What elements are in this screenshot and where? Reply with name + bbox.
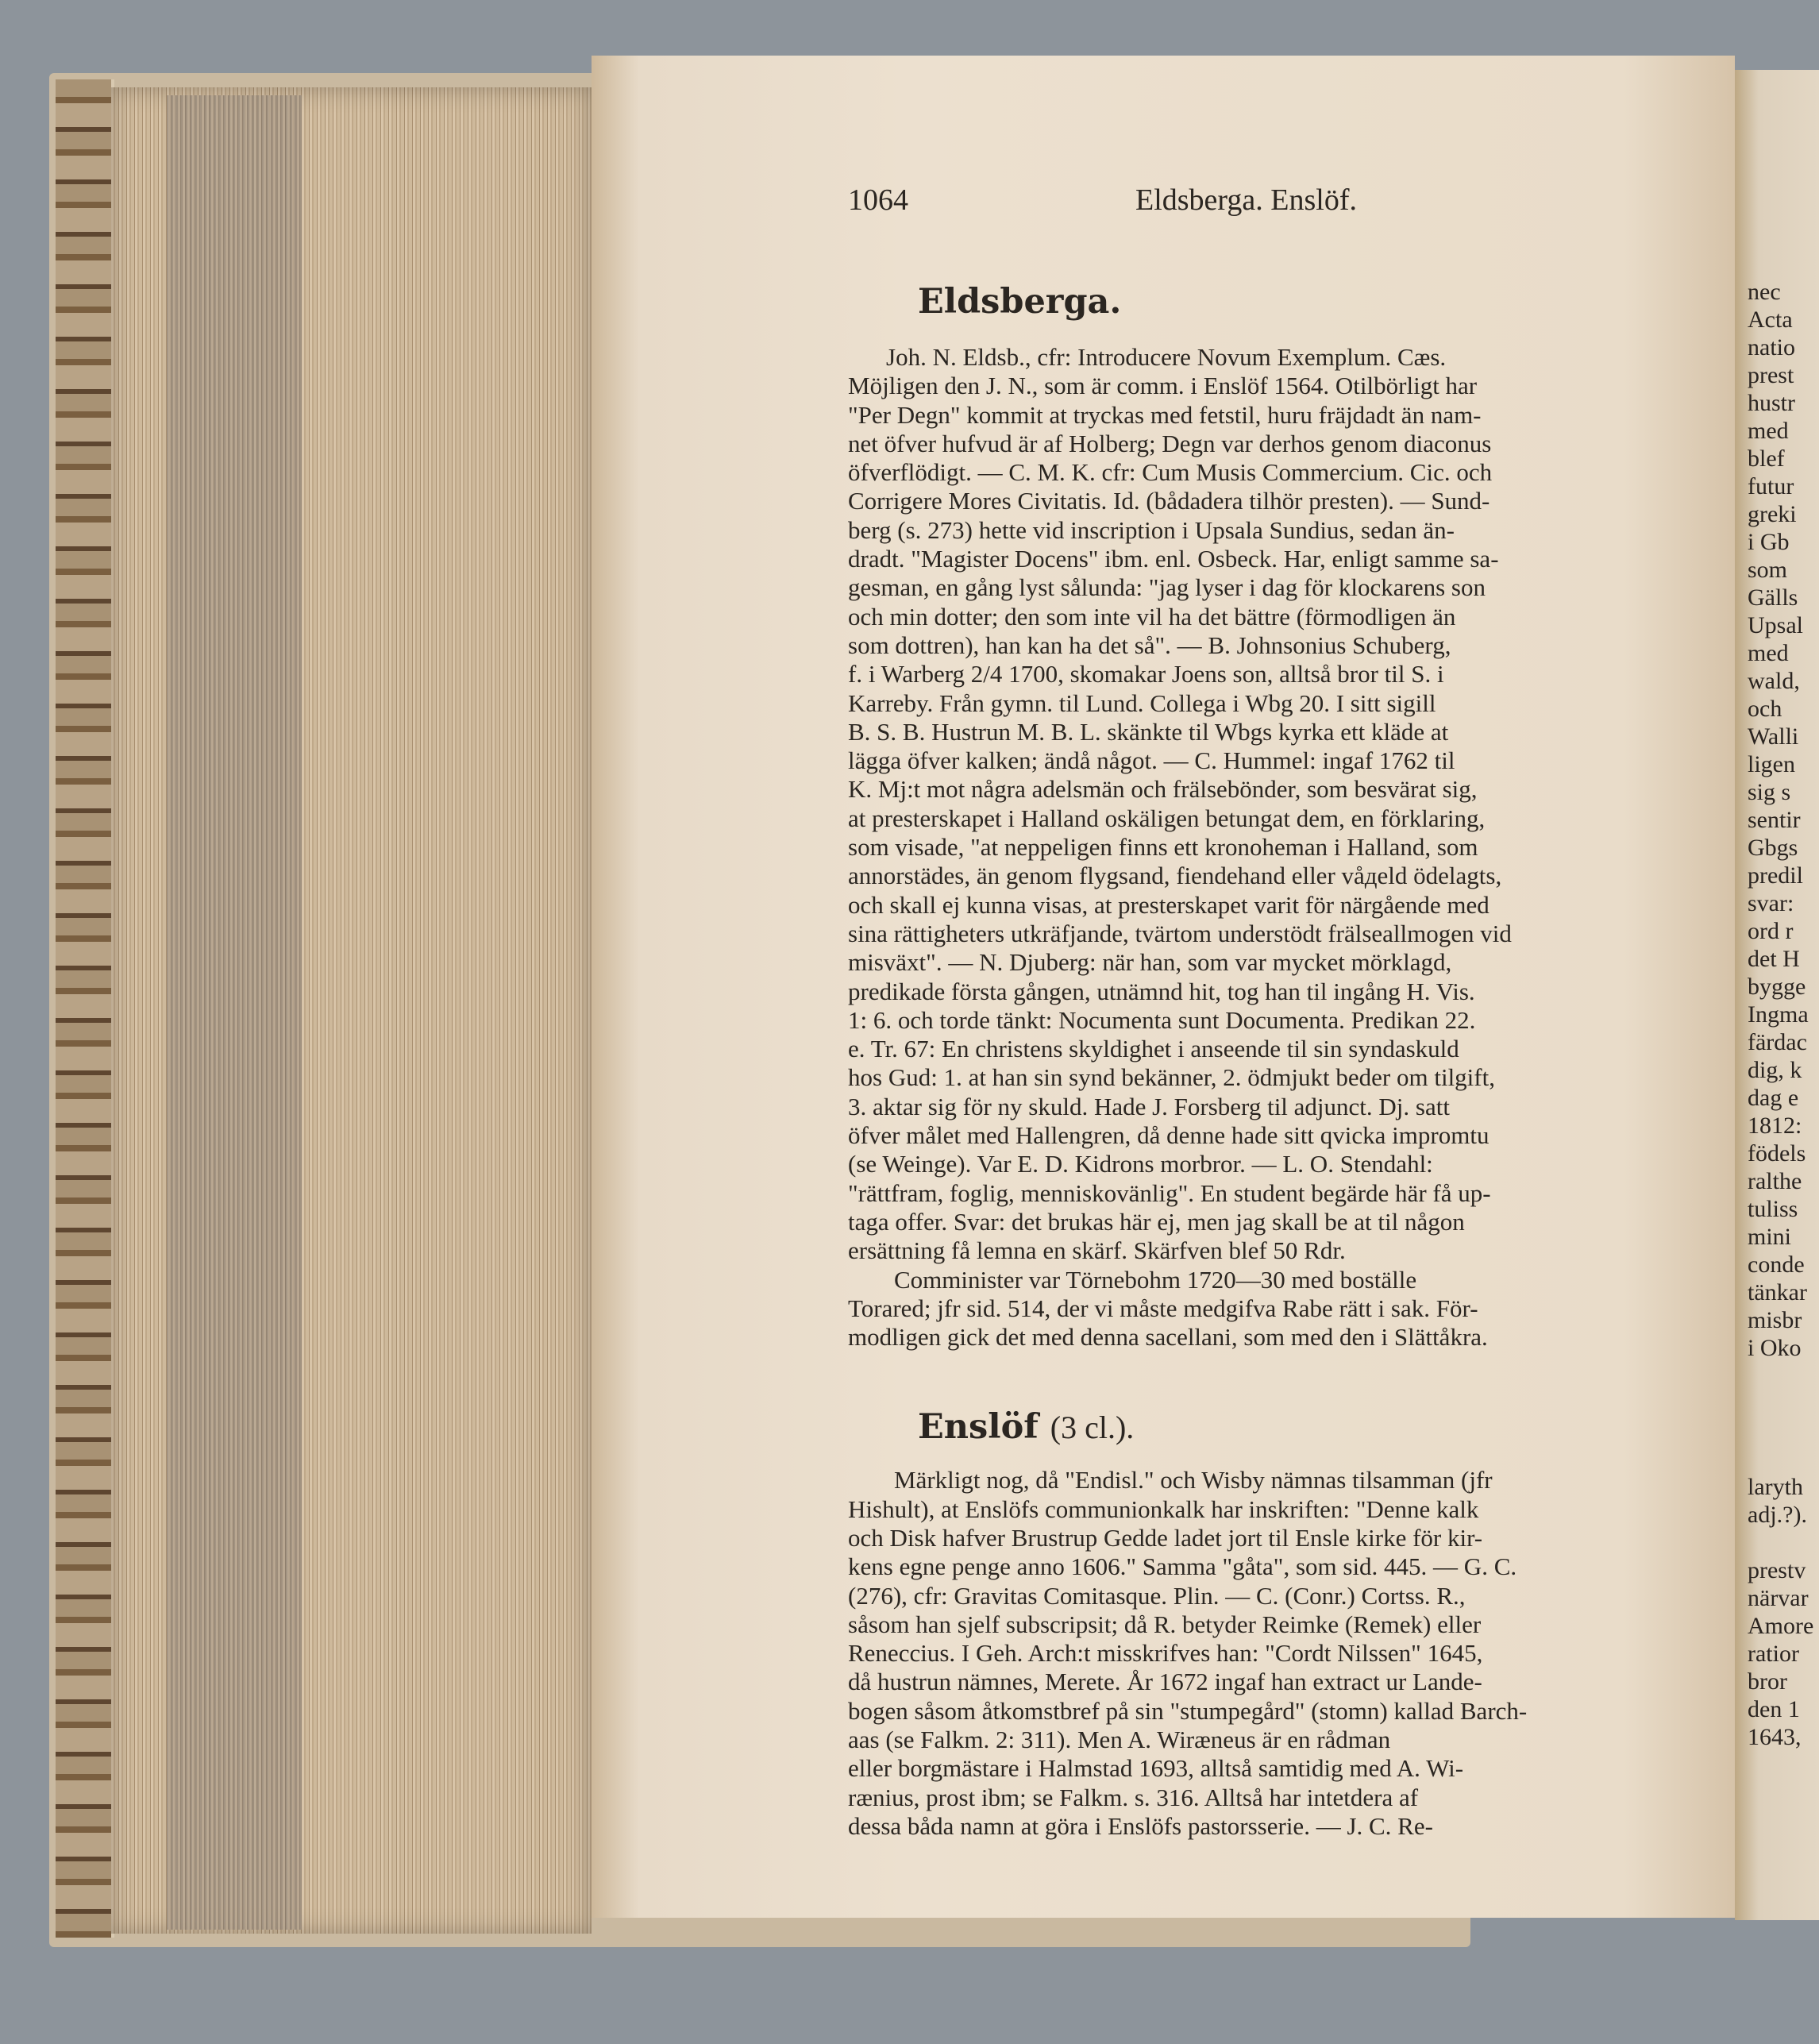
text-line: aas (se Falkm. 2: 311). Men A. Wiræneus är en rådman [848,1726,1391,1754]
text-line: e. Tr. 67: En christens skyldighet i anseende til sin syndaskuld [848,1035,1459,1063]
next-page-line: som [1748,557,1788,583]
page-block-shadow [167,95,302,1930]
next-page-line: wald, [1748,668,1800,694]
running-head [848,183,1683,230]
text-line: Comminister var Törnebohm 1720—30 med boställe [894,1265,1417,1294]
page-number: 1064 [848,183,908,217]
next-page-line: färdac [1748,1029,1807,1055]
next-page-line: misbr [1748,1307,1802,1333]
text-line: Hishult), at Enslöfs communionkalk har inskriften: "Denne kalk [848,1494,1479,1523]
next-page-line: 1643, [1748,1724,1802,1750]
next-page-line [1741,1417,1819,1445]
running-title: Eldsberga. Enslöf. [1135,183,1357,217]
text-line: Joh. N. Eldsb., cfr: Introducere Novum Exemplum. Cæs. [886,343,1447,371]
next-page-line: svar: [1748,890,1794,916]
next-page-line: ord r [1748,918,1794,944]
next-page-line: Walli [1748,723,1799,750]
next-page-line: det H [1748,946,1800,972]
next-page-line: dig, k [1748,1057,1802,1083]
text-line: öfver målet med Hallengren, då denne hade sitt qvicka impromtu [848,1121,1489,1150]
section-body-enslof [848,1466,1683,1841]
next-page-line: Acta [1748,307,1793,333]
text-line: såsom han sjelf subscripsit; då R. betyder Reimke (Remek) eller [848,1610,1482,1638]
next-page-line: ratior [1748,1641,1799,1667]
next-page-line: sentir [1748,807,1801,833]
next-page-line: 1812: [1748,1113,1802,1139]
next-page-line: prestv [1748,1557,1806,1583]
next-page-line: natio [1748,334,1795,361]
text-line: "rättfram, foglig, menniskovänlig". En student begärde här få up- [848,1178,1491,1207]
text-line: (se Weinge). Var E. D. Kidrons morbror. — L. O. Stendahl: [848,1150,1433,1178]
text-line: "Per Degn" kommit at tryckas med fetstil, huru fräjdadt än nam- [848,400,1482,429]
next-page-line: bror [1748,1668,1787,1695]
text-line: net öfver hufvud är af Holberg; Degn var derhos genom diaconus [848,429,1492,457]
book-spine [56,79,114,1938]
next-page-line: blef [1748,445,1785,472]
text-line: och Disk hafver Brustrup Gedde ladet jort til Ensle kirke för kir- [848,1523,1483,1552]
text-line: hos Gud: 1. at han sin synd bekänner, 2. ödmjukt beder om tilgift, [848,1063,1495,1092]
next-page-line: i Oko [1748,1335,1802,1361]
next-page-line [1741,1529,1819,1556]
next-page-line: ralthe [1748,1168,1802,1194]
text-line: bogen såsom åtkomstbref på sin "stumpegård" (stomn) kallad Barch- [848,1696,1528,1725]
text-line: ersättning få lemna en skärf. Skärfven blef 50 Rdr. [848,1236,1346,1265]
next-page-line: futur [1748,473,1794,499]
text-line: sina rättigheters utkräfjande, tvärtom understödt frälseallmogen vid [848,919,1512,947]
next-page-line: och [1748,696,1782,722]
next-page-line: prest [1748,362,1794,388]
enslof-class: (3 cl.). [1050,1410,1135,1446]
text-line: öfverflödigt. — C. M. K. cfr: Cum Musis Commercium. Cic. och [848,458,1493,487]
text-line: och min dotter; den som inte vil ha det bättre (förmodligen än [848,602,1456,631]
next-page-line: laryth [1748,1474,1803,1500]
text-line: dradt. "Magister Docens" ibm. enl. Osbeck. Har, enligt samme sa- [848,545,1499,573]
next-page-line: mini [1748,1224,1792,1250]
text-line: Möjligen den J. N., som är comm. i Enslöf 1564. Otilbörligt har [848,372,1478,400]
text-line: misväxt". — N. Djuberg: när han, som var mycket mörklagd, [848,948,1452,977]
text-line: dessa båda namn at göra i Enslöfs pastorsserie. — J. C. Re- [848,1811,1433,1840]
text-line: Reneccius. I Geh. Arch:t misskrifves han: "Cordt Nilssen" 1645, [848,1639,1483,1668]
next-page-line: tänkar [1748,1279,1807,1305]
next-page-line: greki [1748,501,1797,527]
text-line: som dottren), han kan ha det så". — B. Johnsonius Schuberg, [848,631,1451,659]
next-page-line: conde [1748,1251,1805,1278]
text-line: Märkligt nog, då "Endisl." och Wisby nämnas tilsamman (jfr [894,1466,1493,1494]
next-page-line: Gälls [1748,584,1798,611]
text-line: Karreby. Från gymn. til Lund. Collega i Wbg 20. I sitt sigill [848,688,1436,717]
next-page-line: Gbgs [1748,835,1798,861]
next-page-line: Upsal [1748,612,1803,638]
text-line: Corrigere Mores Civitatis. Id. (bådadera tilhör presten). — Sund- [848,487,1490,515]
next-page-line: med [1748,640,1789,666]
next-page-line [1741,1445,1819,1473]
next-page-line: tuliss [1748,1196,1798,1222]
next-page-line: Ingma [1748,1001,1809,1028]
enslof-title: Enslöf [918,1407,1039,1448]
next-page-line: närvar [1748,1585,1809,1611]
text-line: lägga öfver kalken; ändå något. — C. Hummel: ingaf 1762 til [848,746,1455,775]
next-page-line: hustr [1748,390,1795,416]
text-line: 1: 6. och torde tänkt: Nocumenta sunt Documenta. Predikan 22. [848,1005,1476,1034]
section-body-eldsberga [848,343,1683,1266]
text-line: predikade första gången, utnämnd hit, tog han til ingång H. Vis. [848,977,1475,1005]
text-line: berg (s. 273) hette vid inscription i Upsala Sundius, sedan än- [848,515,1455,544]
next-page-line [1741,1362,1819,1390]
next-page-line: sig s [1748,779,1791,805]
next-page-line: med [1748,418,1789,444]
next-page-line: dag e [1748,1085,1799,1111]
text-line: 3. aktar sig för ny skuld. Hade J. Forsberg til adjunct. Dj. satt [848,1092,1450,1120]
text-line: at presterskapet i Halland oskäligen betungat dem, en förklaring, [848,804,1486,832]
section-heading-eldsberga: Eldsberga. [918,282,1122,322]
next-page-line [1741,1390,1819,1417]
text-line: då hustrun nämnes, Merete. År 1672 ingaf han extract ur Lande- [848,1668,1482,1696]
next-page-fragment [1735,70,1819,1920]
next-page-line: adj.?). [1748,1502,1807,1528]
text-line: (276), cfr: Gravitas Comitasque. Plin. — C. (Conr.) Cortss. R., [848,1581,1466,1610]
next-page-line: nec [1748,279,1781,305]
next-page-line: ligen [1748,751,1795,777]
text-line: eller borgmästare i Halmstad 1693, alltså samtidig med A. Wi- [848,1754,1464,1783]
text-line: B. S. B. Hustrun M. B. L. skänkte til Wbgs kyrka ett kläde at [848,717,1449,746]
next-page-text [1735,70,1819,1751]
text-line: och skall ej kunna visas, at presterskapet varit för närgående med [848,890,1489,919]
text-line: annorstädes, än genom flygsand, fiendehand eller våдeld ödelagts, [848,862,1502,890]
text-line: f. i Warberg 2/4 1700, skomakar Joens son, alltså bror til S. i [848,660,1444,688]
text-line: rænius, prost ibm; se Falkm. s. 316. Alltså har intetdera af [848,1783,1419,1811]
text-line: kens egne penge anno 1606." Samma "gåta", som sid. 445. — G. C. [848,1552,1517,1581]
next-page-line: bygge [1748,974,1806,1000]
comminister-paragraph [848,1266,1683,1352]
text-line: taga offer. Svar: det brukas här ej, men jag skall be at til någon [848,1207,1465,1236]
text-line: som visade, "at neppeligen finns ett kronoheman i Halland, som [848,833,1478,862]
next-page-line: den 1 [1748,1696,1800,1722]
next-page-line: Amore [1748,1613,1814,1639]
text-line: modligen gick det med denna sacellani, som med den i Slättåkra. [848,1323,1488,1352]
next-page-line: födels [1748,1140,1806,1167]
next-page-line: i Gb [1748,529,1790,555]
next-page-line: predil [1748,862,1803,889]
text-line: gesman, en gång lyst sålunda: "jag lyser i dag för klockarens son [848,573,1486,602]
page-content [848,183,1683,1841]
section-heading-enslof [918,1403,1683,1452]
text-line: Torared; jfr sid. 514, der vi måste medgifva Rabe rätt i sak. För- [848,1294,1478,1322]
text-line: K. Mj:t mot några adelsmän och frälsebönder, som besvärat sig, [848,775,1478,804]
